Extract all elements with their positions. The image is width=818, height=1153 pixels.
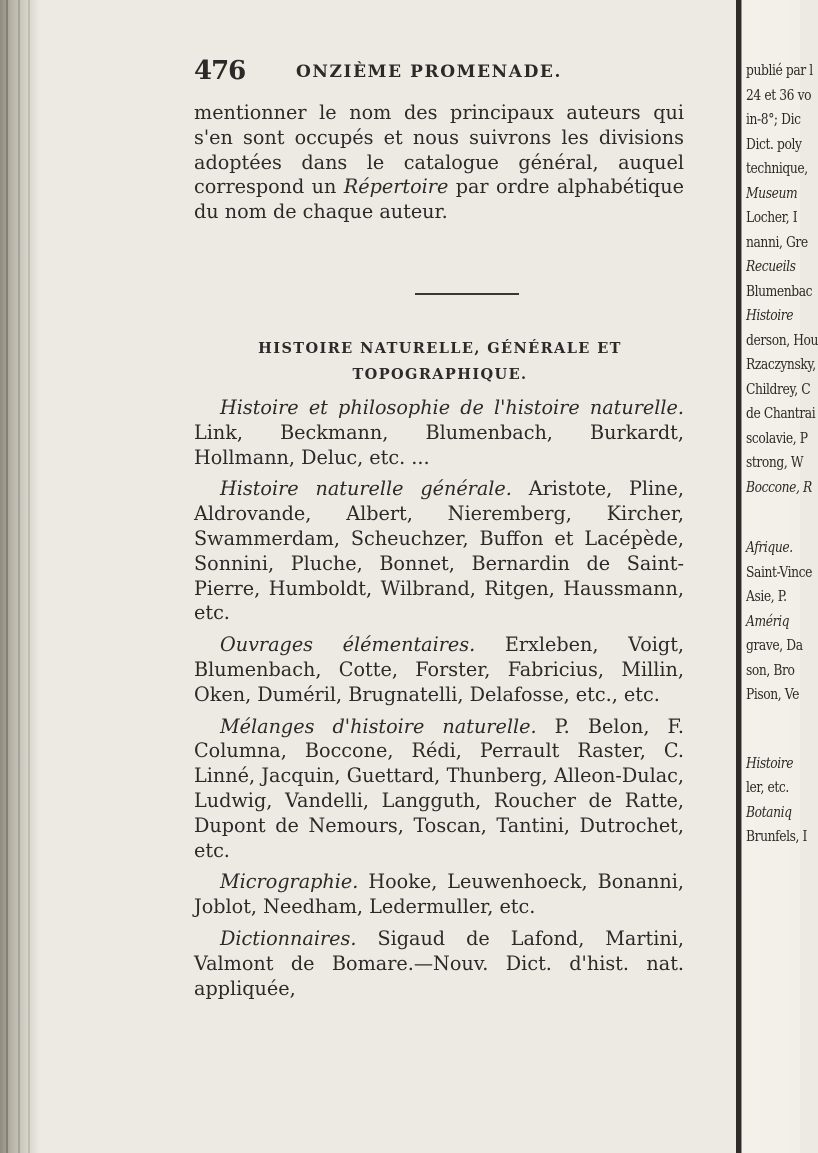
running-head: ONZIÈME PROMENADE. <box>296 62 563 82</box>
facing-line: Locher, I <box>746 208 798 226</box>
gutter-shadow-line <box>18 0 20 1153</box>
facing-line: strong, W <box>746 453 804 471</box>
facing-line: Brunfels, I <box>746 827 808 845</box>
facing-line: Pison, Ve <box>746 685 800 703</box>
facing-line: publié par l <box>746 61 813 79</box>
entry-title: Ouvrages élémentaires. <box>220 633 476 657</box>
facing-line: Saint-Vince <box>746 562 813 581</box>
facing-line: ler, etc. <box>746 778 789 796</box>
facing-line: son, Bro <box>746 660 795 679</box>
facing-line: nanni, Gre <box>746 232 808 251</box>
facing-line: derson, Hou <box>746 330 818 349</box>
facing-line: Histoire <box>746 753 794 772</box>
facing-line: Afrique. <box>746 538 793 556</box>
facing-line: de Chantrai <box>746 404 816 422</box>
gutter-shadow-line <box>6 0 8 1153</box>
entry-authors: Aristote, Pline, Aldrovande, Albert, Nieremberg, Kircher, Swammerdam, Scheuchzer, Buffon et Lacépède, Sonnini, Pluche, Bonnet, Bernardin de Saint-Pierre, Humboldt, Wilbrand, Ritgen, Haussmann, etc. <box>194 477 684 625</box>
facing-line: Recueils <box>746 257 796 275</box>
page-header <box>150 56 735 102</box>
page-number: 476 <box>194 56 246 86</box>
facing-line: Childrey, C <box>746 379 811 398</box>
entry-authors: Erxleben, Voigt, Blumenbach, Cotte, Forster, Fabricius, Millin, Oken, Duméril, Brugnatelli, Delafosse, etc., etc. <box>194 633 684 706</box>
bibliography-entry <box>194 715 684 864</box>
facing-page-text <box>746 58 818 849</box>
facing-line: Museum <box>746 183 798 202</box>
entry-authors: Hooke, Leuwenhoeck, Bonanni, Joblot, Needham, Ledermuller, etc. <box>194 870 685 919</box>
facing-line: Histoire <box>746 306 794 324</box>
facing-line: scolavie, P <box>746 428 808 447</box>
bibliography-entry <box>194 633 684 707</box>
facing-line: Boccone, R <box>746 477 812 496</box>
entry-authors: Link, Beckmann, Blumenbach, Burkardt, Hollmann, Deluc, etc. ... <box>194 420 684 469</box>
gutter-shadow-line <box>28 0 30 1153</box>
entry-title: Histoire naturelle générale. <box>220 477 512 501</box>
intro-text-before: mentionner le nom des principaux auteurs qui s'en sont occupés et nous suivrons les divisions adoptées dans le catalogue général, auquel correspond un <box>194 101 684 199</box>
bibliography-entry <box>194 396 684 470</box>
entry-authors: Sigaud de Lafond, Martini, Valmont de Bomare.—Nouv. Dict. d'hist. nat. appliquée, <box>194 926 684 1000</box>
facing-line: 24 et 36 vo <box>746 85 812 104</box>
section-heading-line-2: TOPOGRAPHIQUE. <box>352 366 528 383</box>
section-heading-line-1: HISTOIRE NATURELLE, GÉNÉRALE ET <box>258 340 622 357</box>
entry-title: Micrographie. <box>220 870 359 894</box>
entry-authors: P. Belon, F. Columna, Boccone, Rédi, Perrault Raster, C. Linné, Jacquin, Guettard, Thunberg, Alleon-Dulac, Ludwig, Vandelli, Langguth, Roucher de Ratte, Dupont de Nemours, Toscan, Tantini, Dutrochet, etc. <box>194 714 684 862</box>
section-heading <box>240 336 640 388</box>
facing-line: grave, Da <box>746 636 803 654</box>
section-divider-rule <box>415 293 519 295</box>
entry-title: Mélanges d'histoire naturelle. <box>220 714 537 738</box>
facing-line: Blumenbac <box>746 281 813 300</box>
facing-line: Botaniq <box>746 802 792 821</box>
facing-line: Dict. poly <box>746 134 802 153</box>
bibliography-entry <box>194 477 684 626</box>
bibliography-entry <box>194 927 684 1001</box>
facing-page-edge <box>736 0 818 1153</box>
facing-line: Amériq <box>746 611 790 630</box>
entry-title: Dictionnaires. <box>220 926 357 950</box>
facing-line: in-8°; Dic <box>746 110 801 128</box>
facing-line: Rzaczynsky, <box>746 355 816 373</box>
book-page <box>150 56 735 1000</box>
intro-paragraph <box>194 101 684 225</box>
page-fold-shadow <box>736 0 741 1153</box>
facing-line: Asie, P. <box>746 587 787 605</box>
intro-text-after: par ordre alphabétique du nom de chaque auteur. <box>194 175 684 224</box>
entry-title: Histoire et philosophie de l'histoire naturelle. <box>220 396 684 419</box>
bibliography-entries <box>194 396 684 1008</box>
bibliography-entry <box>194 870 684 920</box>
intro-italic-term: Répertoire <box>343 175 449 199</box>
facing-line: technique, <box>746 159 808 177</box>
